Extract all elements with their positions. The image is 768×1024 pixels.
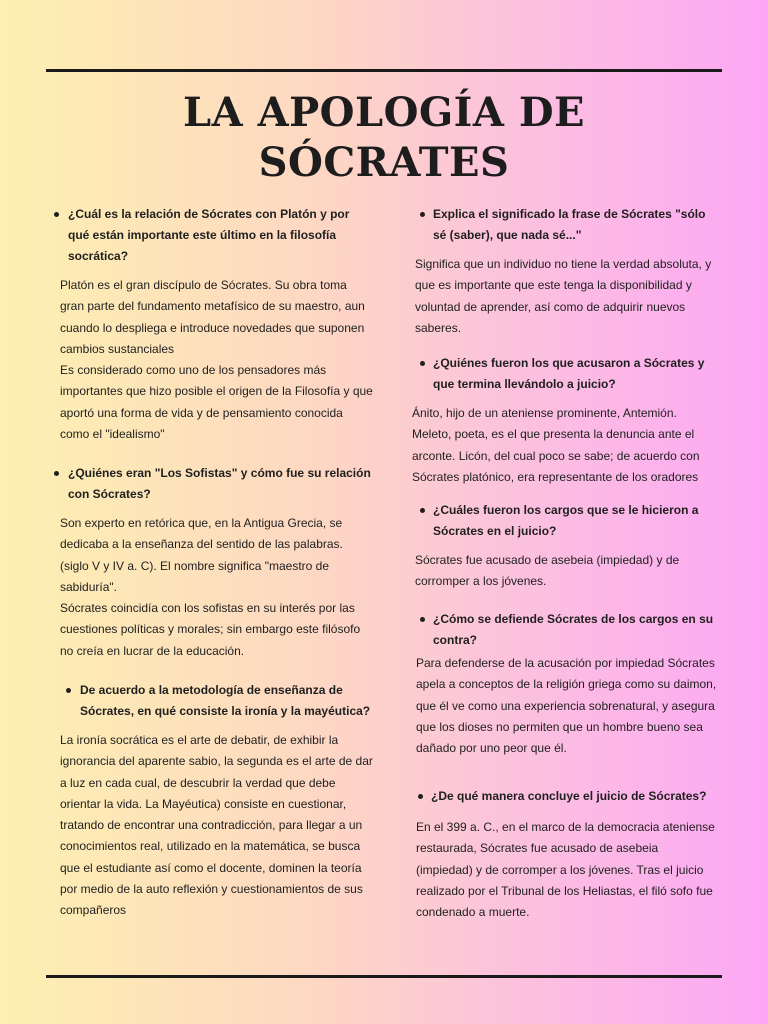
question-text: Explica el significado la frase de Sócrates "sólo sé (saber), que nada sé..."	[412, 204, 718, 246]
question-block-conclusion	[412, 786, 718, 923]
question-text: ¿De qué manera concluye el juicio de Sócrates?	[412, 786, 718, 807]
answer-text: Son experto en retórica que, en la Antigua Grecia, se dedicaba a la enseñanza del sentido de las palabras. (siglo V y IV a. C). El nombre significa "maestro de sabiduría". Sócrates coincidía con los sofistas en su interés por las cuestiones políticas y morales; sin embargo este filósofo no creía en lucrar de la educación.	[60, 516, 361, 658]
answer-text: Significa que un individuo no tiene la verdad absoluta, y que es importante que este tenga la disponibilidad y voluntad de aprender, así como de adquirir nuevos saberes.	[415, 257, 712, 335]
question-text: De acuerdo a la metodología de enseñanza de Sócrates, en qué consiste la ironía y la mayéutica?	[54, 680, 374, 722]
page-title	[0, 88, 768, 188]
title-line-1: LA APOLOGÍA DE	[182, 89, 586, 136]
question-text: ¿Cuál es la relación de Sócrates con Platón y por qué están importante este último en la filosofía socrática?	[54, 204, 374, 267]
question-block-cargos	[412, 500, 718, 593]
question-block-platon	[54, 204, 374, 445]
bottom-divider	[46, 975, 722, 978]
answer-text: Sócrates fue acusado de asebeia (impiedad) y de corromper a los jóvenes.	[415, 553, 680, 589]
question-block-defensa	[412, 609, 718, 759]
question-block-solo-se	[412, 204, 718, 339]
question-text: ¿Quiénes fueron los que acusaron a Sócrates y que termina llevándolo a juicio?	[412, 353, 718, 395]
answer-text: La ironía socrática es el arte de debatir, de exhibir la ignorancia del aparente sabio, la segunda es el arte de dar a luz en cada cual, de descubrir la verdad que debe orientar la vida. La Mayéutica) consiste en cuestionar, tratando de encontrar una contradicción, para llegar a un conocimientos real, utilizado en la matemática, se busca que el estudiante así como el docente, dominen la teoría por medio de la auto reflexión y cuestionamientos de sus compañeros	[60, 733, 373, 918]
question-block-sofistas	[54, 463, 374, 662]
question-text: ¿Quiénes eran "Los Sofistas" y cómo fue su relación con Sócrates?	[54, 463, 374, 505]
question-block-acusadores	[412, 353, 718, 488]
question-text: ¿Cuáles fueron los cargos que se le hicieron a Sócrates en el juicio?	[412, 500, 718, 542]
question-text: ¿Cómo se defiende Sócrates de los cargos en su contra?	[412, 609, 718, 651]
question-block-ironia	[54, 680, 374, 922]
title-line-2: SÓCRATES	[258, 139, 510, 186]
answer-text: Ánito, hijo de un ateniense prominente, Antemión. Meleto, poeta, es el que presenta la denuncia ante el arconte. Licón, del cual poco se sabe; de acuerdo con Sócrates platónico, era representante de los oradores	[412, 406, 700, 484]
answer-text: Platón es el gran discípulo de Sócrates. Su obra toma gran parte del fundamento metafísico de su maestro, aun cuando lo despliega e introduce novedades que suponen cambios sustanciales Es considerado como uno de los pensadores más importantes que hizo posible el origen de la Filosofía y que aportó una forma de vida y de pensamiento conocida como el "idealismo"	[60, 278, 373, 442]
answer-text: En el 399 a. C., en el marco de la democracia ateniense restaurada, Sócrates fue acusado de asebeia (impiedad) y de corromper a los jóvenes. Tras el juicio realizado por el Tribunal de los Heliastas, el filó sofo fue condenado a muerte.	[416, 820, 715, 920]
answer-text: Para defenderse de la acusación por impiedad Sócrates apela a conceptos de la religión griega como su daimon, que él ve como una experiencia sobrenatural, y asegura que los dioses no permiten que un hombre bueno sea dañado por uno peor que él.	[416, 656, 717, 756]
top-divider	[46, 69, 722, 72]
